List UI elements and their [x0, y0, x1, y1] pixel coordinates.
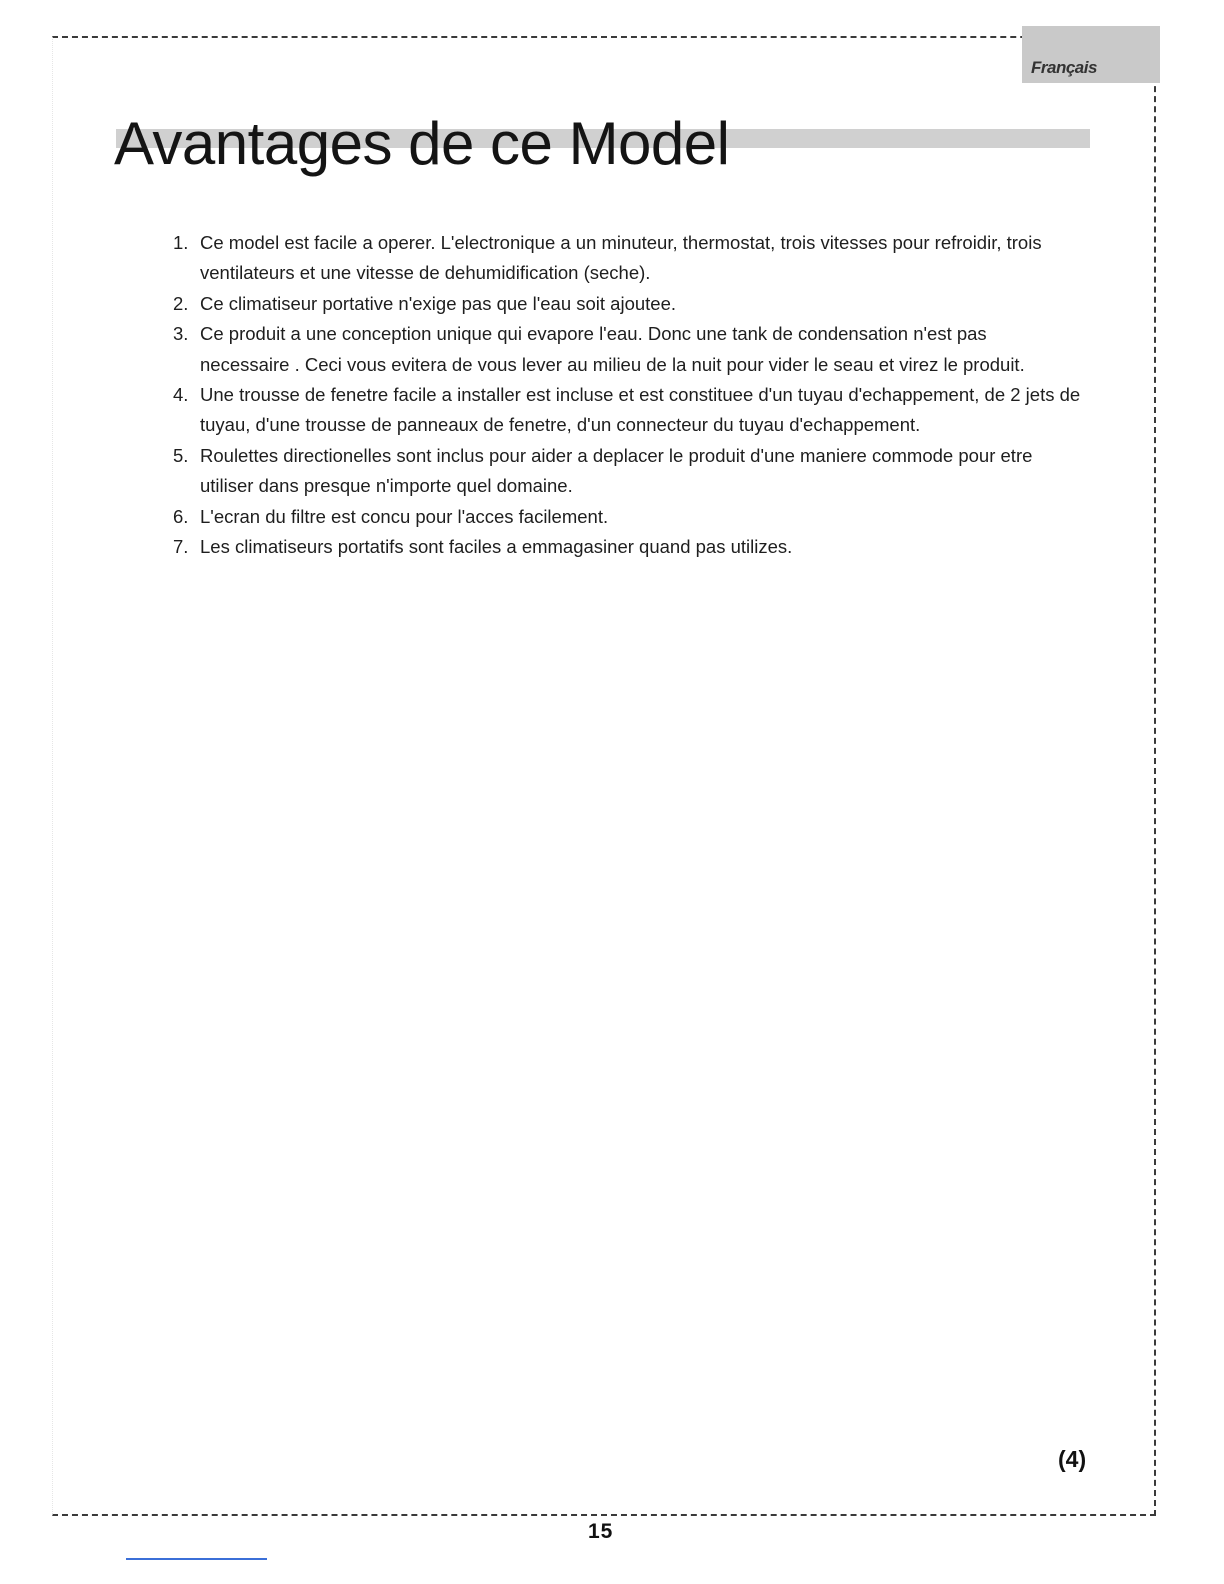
list-item — [166, 380, 1081, 441]
list-item-number: 2. — [173, 292, 189, 314]
list-item-text: L'ecran du filtre est concu pour l'acces facilement. — [200, 505, 609, 527]
bottom-link-underline — [126, 1558, 267, 1560]
list-item-number: 7. — [173, 536, 189, 558]
list-item — [166, 532, 1081, 562]
list-item — [166, 502, 1081, 532]
list-item — [166, 319, 1081, 380]
language-tab-label: Français — [1031, 58, 1097, 77]
language-tab — [1022, 26, 1160, 83]
list-item-text: Une trousse de fenetre facile a installer est incluse et est constituee d'un tuyau d'echappement, de 2 jets de tuyau, d'une trousse de panneaux de fenetre, d'un connecteur du tuyau d'echappement. — [200, 384, 1081, 436]
list-item-text: Roulettes directionelles sont inclus pour aider a deplacer le produit d'une maniere commode pour etre utiliser dans presque n'importe quel domaine. — [200, 444, 1033, 497]
list-item — [166, 228, 1081, 289]
page-number: 15 — [588, 1520, 614, 1543]
section-number: (4) — [1058, 1446, 1087, 1472]
benefits-list — [166, 228, 1081, 562]
list-item-text: Les climatiseurs portatifs sont faciles a emmagasiner quand pas utilizes. — [200, 536, 793, 558]
list-item-number: 1. — [173, 232, 189, 253]
list-item-text: Ce produit a une conception unique qui evapore l'eau. Donc une tank de condensation n'est pas necessaire . Ceci vous evitera de vous lever au milieu de la nuit pour vider le seau et virez le produit. — [200, 323, 1025, 375]
list-item-text: Ce model est facile a operer. L'electronique a un minuteur, thermostat, trois vitesses pour refroidir, trois ventilateurs et une vitesse de dehumidification (seche). — [200, 232, 1042, 284]
list-item-number: 5. — [173, 444, 189, 466]
list-item-number: 4. — [173, 384, 189, 406]
list-item-number: 6. — [173, 505, 189, 527]
list-item — [166, 441, 1081, 502]
list-item-number: 3. — [173, 323, 189, 345]
page-title: Avantages de ce Model — [114, 110, 730, 177]
list-item-text: Ce climatiseur portative n'exige pas que l'eau soit ajoutee. — [200, 292, 677, 314]
list-item — [166, 289, 1081, 319]
